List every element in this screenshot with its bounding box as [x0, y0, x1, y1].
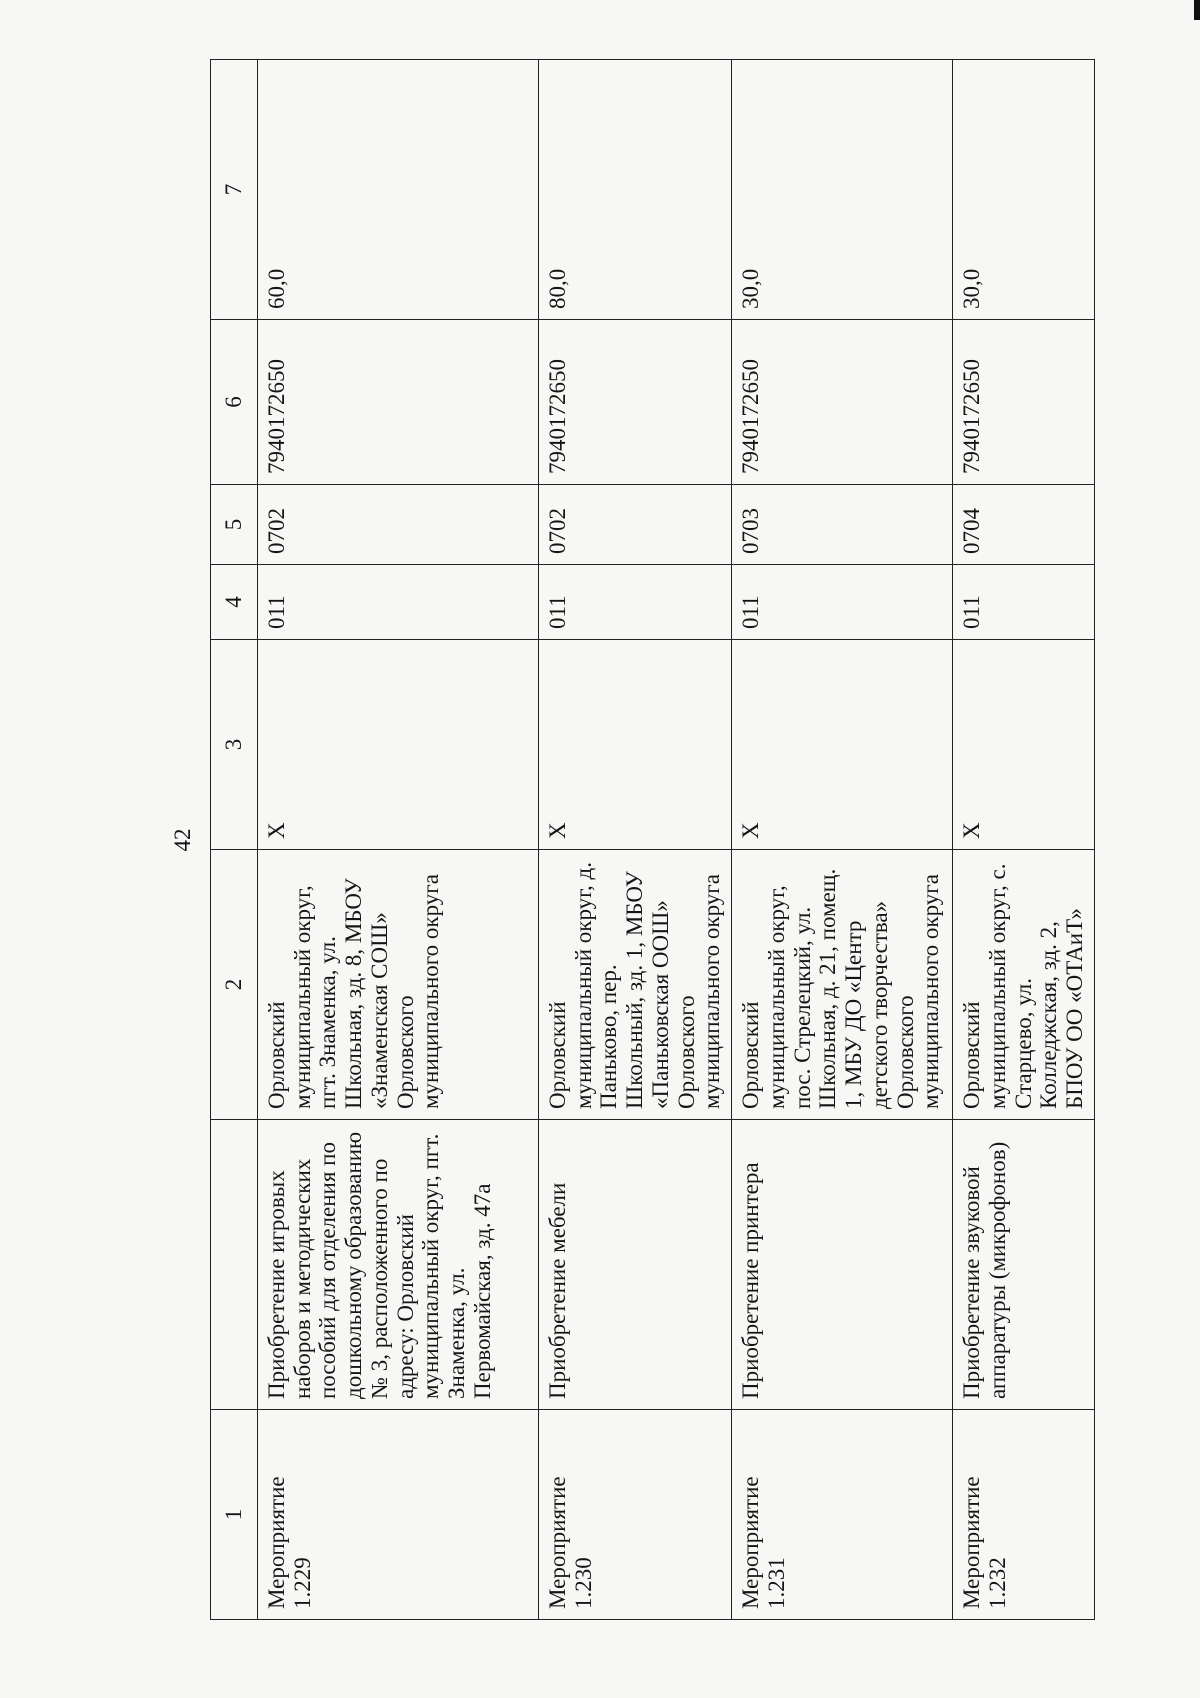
page-number: 42 [170, 828, 195, 852]
header-cell: 4 [211, 565, 258, 640]
cell-col5: 0704 [953, 485, 1095, 565]
table-row [257, 60, 538, 1620]
cell-col4: 011 [732, 565, 953, 640]
cell-col3: Х [732, 640, 953, 850]
cell-col6: 7940172650 [953, 320, 1095, 485]
header-row [211, 60, 258, 1620]
budget-table [210, 59, 1095, 1620]
activity-address: Орловский муниципальный округ, с. Старцево, ул. Колледжская, зд. 2, БПОУ ОО «ОТАиТ» [953, 850, 1095, 1120]
cell-col7: 80,0 [538, 60, 731, 320]
header-cell: 7 [211, 60, 258, 320]
header-cell: 1 [211, 1410, 258, 1620]
cell-col5: 0703 [732, 485, 953, 565]
scan-edge-mark [1194, 0, 1200, 20]
cell-col4: 011 [257, 565, 538, 640]
activity-name: Приобретение принтера [732, 1120, 953, 1410]
activity-id: Мероприятие 1.230 [538, 1410, 731, 1620]
cell-col4: 011 [538, 565, 731, 640]
table-row [953, 60, 1095, 1620]
rotated-page [170, 60, 1087, 1620]
cell-col5: 0702 [538, 485, 731, 565]
header-cell: 5 [211, 485, 258, 565]
header-cell [211, 1120, 258, 1410]
cell-col6: 7940172650 [732, 320, 953, 485]
cell-col3: Х [538, 640, 731, 850]
cell-col6: 7940172650 [257, 320, 538, 485]
cell-col3: Х [953, 640, 1095, 850]
cell-col7: 30,0 [732, 60, 953, 320]
header-cell: 3 [211, 640, 258, 850]
cell-col4: 011 [953, 565, 1095, 640]
cell-col5: 0702 [257, 485, 538, 565]
cell-col3: Х [257, 640, 538, 850]
cell-col7: 60,0 [257, 60, 538, 320]
activity-id: Мероприятие 1.229 [257, 1410, 538, 1620]
activity-name: Приобретение мебели [538, 1120, 731, 1410]
header-cell: 6 [211, 320, 258, 485]
header-cell: 2 [211, 850, 258, 1120]
cell-col7: 30,0 [953, 60, 1095, 320]
activity-name: Приобретение игровых наборов и методических пособий для отделения по дошкольному образованию № 3, расположенного по адресу: Орловский муниципальный округ, пгт. Знаменка, ул. Первомайская, зд. 47а [257, 1120, 538, 1410]
activity-address: Орловский муниципальный округ, пгт. Знаменка, ул. Школьная, зд. 8, МБОУ «Знаменская СОШ» Орловского муниципального округа [257, 850, 538, 1120]
activity-address: Орловский муниципальный округ, пос. Стрелецкий, ул. Школьная, д. 21, помещ. 1, МБУ ДО «Центр детского творчества» Орловского муниципального округа [732, 850, 953, 1120]
activity-id: Мероприятие 1.231 [732, 1410, 953, 1620]
activity-address: Орловский муниципальный округ, д. Паньково, пер. Школьный, зд. 1, МБОУ «Паньковская ООШ» Орловского муниципального округа [538, 850, 731, 1120]
table-row [732, 60, 953, 1620]
activity-id: Мероприятие 1.232 [953, 1410, 1095, 1620]
activity-name: Приобретение звуковой аппаратуры (микрофонов) [953, 1120, 1095, 1410]
table-row [538, 60, 731, 1620]
cell-col6: 7940172650 [538, 320, 731, 485]
